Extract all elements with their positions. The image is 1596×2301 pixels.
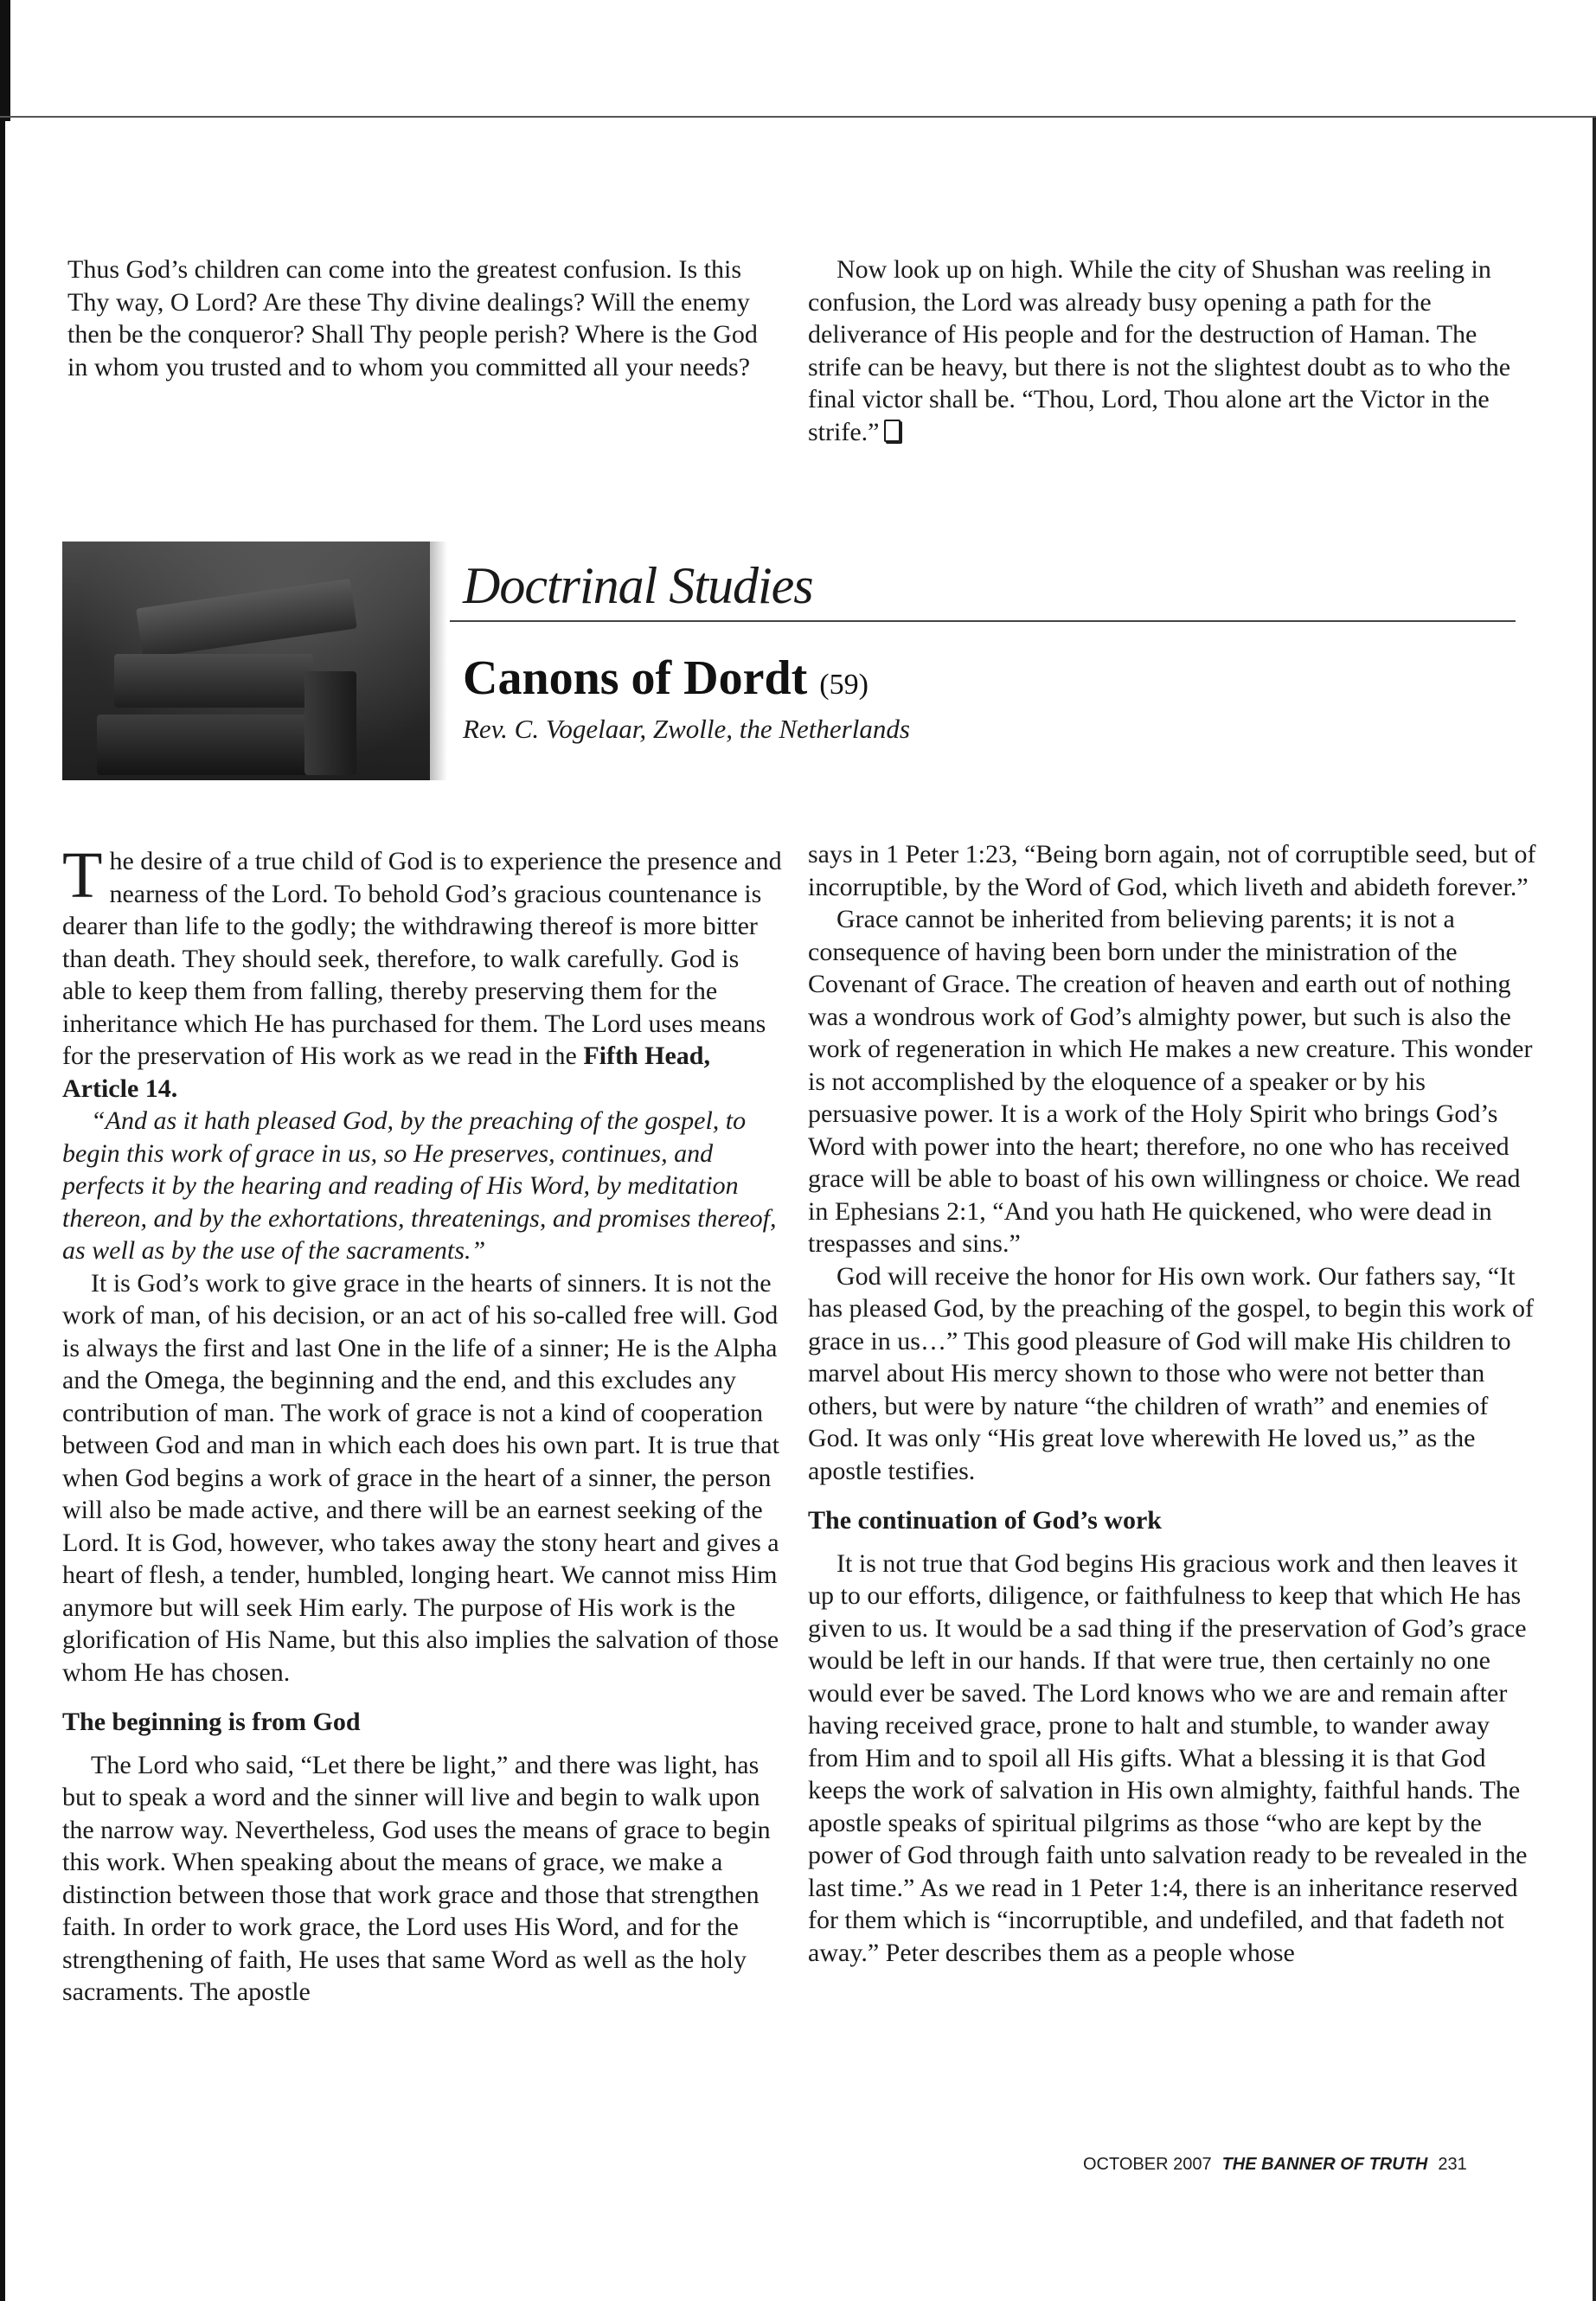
footer-date: OCTOBER 2007 bbox=[1083, 2155, 1212, 2174]
subheading: The continuation of God’s work bbox=[808, 1506, 1162, 1535]
paragraph bbox=[62, 839, 785, 1105]
paragraph: It is God’s work to give grace in the hearts of sinners. It is not the work of man, of his decision, or an act of his so-called free will. God is always the first and last One in the life of a sinner; He is the Alpha and the Omega, the beginning and the end, and this excludes any contribution of man. The work of grace is not a kind of cooperation between God and man in which each does his own part. It is true that when God begins a work of grace in the heart of a sinner, the person will also be made active, and there will be an earnest seeking of the Lord. It is God, however, who takes away the stony heart and gives a heart of flesh, a tender, humbled, longing heart. We cannot miss Him anymore but will seek Him early. The purpose of His work is the glorification of His Name, but this also implies the salvation of those whom He has chosen. bbox=[62, 1268, 779, 1687]
article-column-left bbox=[62, 839, 785, 2009]
canon-reference: Fifth Head, Article 14. bbox=[62, 1042, 710, 1103]
quote bbox=[62, 1105, 785, 1267]
drop-cap: T bbox=[62, 839, 103, 912]
article-title bbox=[463, 651, 869, 706]
scan-border bbox=[0, 121, 5, 2301]
article-column-right bbox=[808, 838, 1539, 1969]
page-top-rule bbox=[0, 116, 1596, 118]
end-of-article-icon bbox=[884, 420, 901, 442]
section-title: Doctrinal Studies bbox=[463, 557, 813, 614]
paragraph bbox=[808, 253, 1535, 448]
previous-article-column-left bbox=[67, 253, 777, 383]
scan-border bbox=[1593, 117, 1596, 2301]
paragraph: God will receive the honor for His own work. Our fathers say, “It has pleased God, by the preaching of the gospel, to begin this work of grace in us…” This good pleasure of God will make His children to marvel about His mercy shown to those who were not better than others, but were by nature “the children of wrath” and enemies of God. It was only “His great love wherewith He loved us,” as the apostle testifies. bbox=[808, 1261, 1534, 1485]
paragraph: Grace cannot be inherited from believing parents; it is not a consequence of having been born under the ministration of the Covenant of Grace. The creation of heaven and earth out of nothing was a wondrous work of God’s almighty power, but such is also the work of regeneration in which He makes a new creature. This wonder is not accomplished by the eloquence of a speaker or by his persuasive power. It is a work of the Holy Spirit who brings God’s Word with power into the heart; therefore, no one who has received grace will be able to boast of his own willingness or choice. We read in Ephesians 2:1, “And you hath He quickened, who were dead in trespasses and sins.” bbox=[808, 905, 1533, 1258]
paragraph-text: Now look up on high. While the city of Shushan was reeling in confusion, the Lord was already busy opening a path for the deliverance of His people and for the destruction of Haman. The strife can be heavy, but there is not the slightest doubt as to who the final victor shall be. “Thou, Lord, Thou alone art the Victor in the strife.” bbox=[808, 255, 1511, 446]
paragraph: It is not true that God begins His gracious work and then leaves it up to our efforts, diligence, or faithfulness to keep that which He has given to us. It would be a sad thing if the preservation of God’s grace would be left in our hands. If that were true, then certainly no one would ever be saved. The Lord knows who we are and remain after having received grace, prone to halt and stumble, to wander away from Him and to spoil all His gifts. What a blessing it is that God keeps the work of salvation in His own almighty, faithful hands. The apostle speaks of spiritual pilgrims as those “who are kept by the power of God through faith unto salvation ready to be revealed in the last time.” As we read in 1 Peter 1:4, there is an inheritance reserved for them which is “incorruptible, and undefiled, and that fadeth not away.” Peter describes them as a people whose bbox=[808, 1548, 1528, 1967]
photo-shadow bbox=[430, 542, 447, 780]
books-photo bbox=[62, 542, 430, 780]
article-number: (59) bbox=[819, 669, 869, 701]
book-icon bbox=[304, 671, 356, 775]
quote-text: “And as it hath pleased God, by the preaching of the gospel, to begin this work of grace in us, so He preserves, continues, and perfects it by the hearing and reading of His Word, by meditation thereon, and by the exhortations, threatenings, and promises thereof, as well as by the use of the sacraments.” bbox=[62, 1106, 777, 1265]
page-number: 231 bbox=[1438, 2155, 1467, 2174]
paragraph: The Lord who said, “Let there be light,” and there was light, has but to speak a word and the sinner will live and begin to walk upon the narrow way. Nevertheless, God uses the means of grace to begin this work. When speaking about the means of grace, we make a distinction between those that work grace and those that strengthen faith. In order to work grace, the Lord uses His Word, and for the strengthening of faith, He uses that same Word as well as the holy sacraments. The apostle bbox=[62, 1750, 771, 2006]
byline: Rev. C. Vogelaar, Zwolle, the Netherlands bbox=[463, 714, 910, 744]
page-footer bbox=[1083, 2155, 1467, 2175]
scan-border bbox=[0, 0, 10, 121]
previous-article-column-right bbox=[808, 253, 1535, 448]
article-title-text: Canons of Dordt bbox=[463, 651, 808, 705]
footer-magazine: THE BANNER OF TRUTH bbox=[1221, 2155, 1428, 2174]
paragraph: says in 1 Peter 1:23, “Being born again, not of corruptible seed, but of incorruptible, by the Word of God, which liveth and abideth forever.” bbox=[808, 840, 1536, 901]
paragraph-text: he desire of a true child of God is to experience the presence and nearness of the Lord. To behold God’s gracious countenance is dearer than life to the godly; the withdrawing thereof is more bitter than death. They should seek, therefore, to walk carefully. God is able to keep them from falling, thereby preserving them for the inheritance which He has purchased for them. The Lord uses means for the preservation of His work as we read in the bbox=[62, 847, 782, 1070]
subheading: The beginning is from God bbox=[62, 1708, 361, 1736]
book-icon bbox=[114, 654, 313, 708]
paragraph: Thus God’s children can come into the greatest confusion. Is this Thy way, O Lord? Are these Thy divine dealings? Will the enemy then be the conqueror? Shall Thy people perish? Where is the God in whom you trusted and to whom you committed all your needs? bbox=[67, 255, 758, 381]
section-rule bbox=[450, 620, 1516, 622]
